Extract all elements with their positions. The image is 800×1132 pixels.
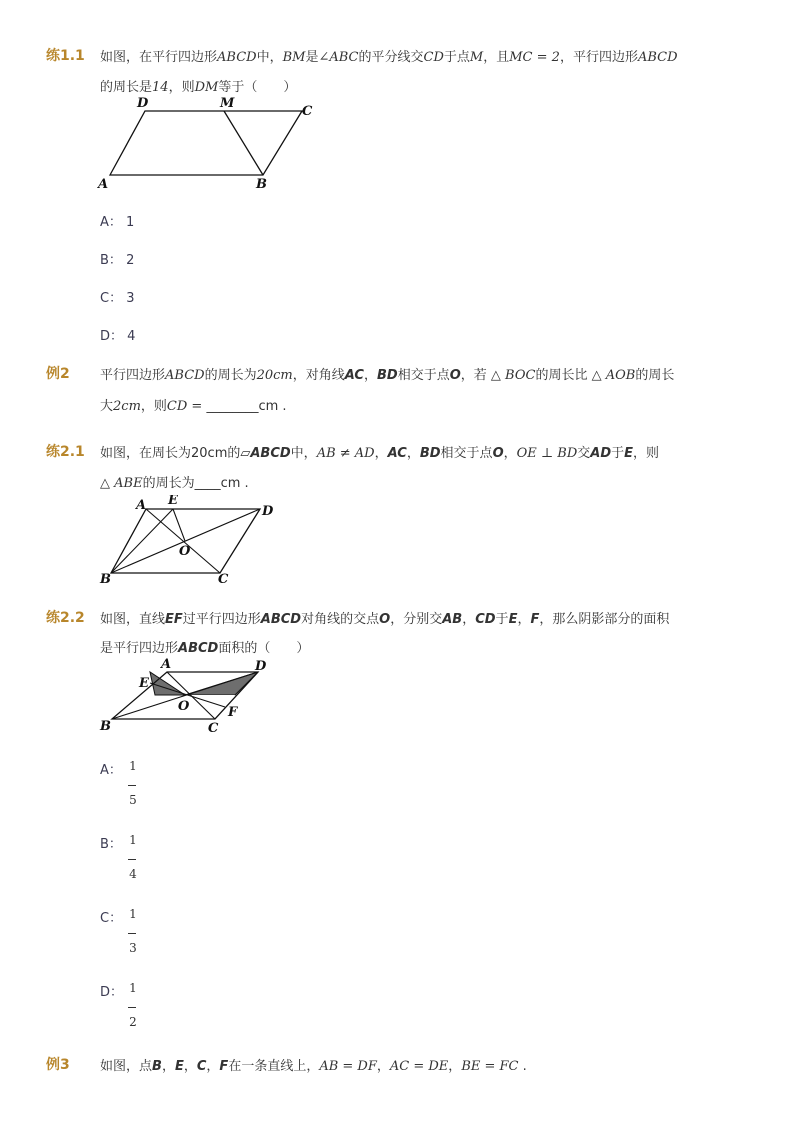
question-text-line-2: 是平行四边形ABCD面积的（ ） (100, 641, 310, 656)
point-label-e: E (139, 676, 149, 691)
fraction-bar (128, 785, 136, 786)
answer-blank[interactable]: ____cm . (194, 476, 249, 491)
question-text-line-2: △ ABE的周长为____cm . (100, 476, 249, 491)
option-c[interactable]: C： 3 (100, 291, 135, 306)
question-text-line-1: 如图，直线EF过平行四边形ABCD对角线的交点O，分别交AB，CD于E，F，那么阴影部分的面积 (100, 612, 670, 627)
point-label-f: F (228, 705, 238, 720)
question-tag: 例2 (46, 366, 70, 382)
question-text-line-1: 如图，点B，E，C，F在一条直线上，AB = DF，AC = DE，BE = FC . (100, 1059, 527, 1074)
fraction-bar (128, 859, 136, 860)
fraction-numerator: 1 (129, 833, 137, 847)
answer-blank[interactable]: ________cm . (202, 399, 287, 414)
question-tag: 练2.1 (46, 444, 85, 460)
fraction-denominator: 4 (129, 867, 137, 881)
fraction-numerator: 1 (129, 759, 137, 773)
question-text-line-2: 的周长是14，则DM等于（ ） (100, 80, 297, 95)
parallelogram-figure-2 (95, 495, 285, 590)
fraction-numerator: 1 (129, 907, 137, 921)
question-text-line-1: 平行四边形ABCD的周长为20cm，对角线AC，BD相交于点O，若 △ BOC的周长比 △ AOB的周长 (100, 368, 675, 383)
question-text-line-1: 如图，在平行四边形ABCD中，BM是∠ABC的平分线交CD于点M，且MC = 2，平行四边形ABCD (100, 50, 678, 65)
fraction-denominator: 2 (129, 1015, 137, 1029)
point-label-d: D (137, 96, 149, 111)
question-tag: 练1.1 (46, 48, 85, 64)
point-label-e: E (168, 495, 178, 508)
point-label-d: D (255, 659, 267, 674)
option-d[interactable]: D： 4 (100, 329, 136, 344)
option-a[interactable]: A： 1 (100, 215, 135, 230)
fraction-denominator: 3 (129, 941, 137, 955)
parallelogram-figure-1 (95, 95, 325, 195)
point-label-m: M (220, 96, 235, 111)
point-label-c: C (218, 572, 229, 587)
point-label-o: O (179, 544, 191, 559)
fraction-numerator: 1 (129, 981, 137, 995)
option-b[interactable]: B： 2 (100, 253, 135, 268)
point-label-o: O (178, 699, 190, 714)
question-text-line-1: 如图，在周长为20cm的▱ABCD中，AB ≠ AD，AC，BD相交于点O，OE ⊥ BD交AD于E，则 (100, 446, 660, 461)
question-tag: 练2.2 (46, 610, 85, 626)
point-label-a: A (161, 657, 172, 672)
point-label-c: C (302, 104, 313, 119)
fraction-bar (128, 933, 136, 934)
fraction-bar (128, 1007, 136, 1008)
point-label-c: C (208, 721, 219, 736)
point-label-b: B (256, 177, 267, 192)
parallelogram-figure-3 (95, 655, 285, 740)
point-label-d: D (262, 504, 274, 519)
point-label-b: B (100, 572, 111, 587)
point-label-a: A (98, 177, 109, 192)
point-label-b: B (100, 719, 111, 734)
point-label-a: A (136, 498, 147, 513)
question-text-line-2: 大2cm，则CD = ________cm . (100, 399, 287, 414)
question-tag: 例3 (46, 1057, 70, 1073)
fraction-denominator: 5 (129, 793, 137, 807)
